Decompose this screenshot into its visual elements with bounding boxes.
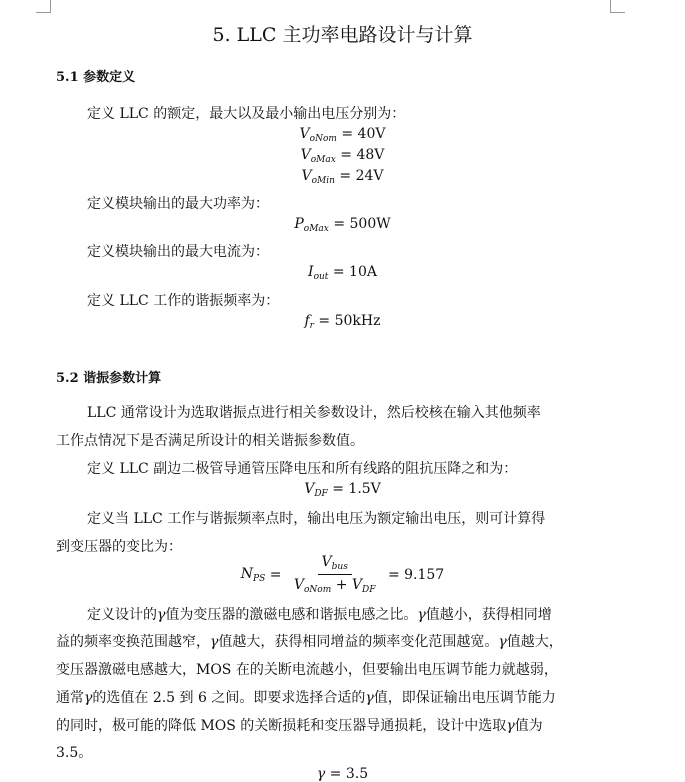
equation-vomin: $V_{oMin} = 24V$ (301, 168, 384, 186)
nps-numerator: $V_{bus}$ (318, 554, 352, 575)
equation-vdf: $V_{DF} = 1.5V$ (304, 481, 381, 499)
paragraph-gamma-line3: 变压器激磁电感越大，MOS 在的关断电流越小，但要输出电压调节能力就越弱， (56, 662, 558, 678)
paragraph-ratio-line2: 到变压器的变比为： (56, 539, 182, 555)
paragraph-resonant-line2: 工作点情况下是否满足所设计的相关谐振参数值。 (56, 433, 364, 449)
page-corner-mark-left (36, 0, 51, 13)
paragraph-vdf-definition: 定义 LLC 副边二极管导通管压降电压和所有线路的阻抗压降之和为： (87, 461, 518, 477)
section-heading-5-2: 5.2 谐振参数计算 (56, 371, 162, 386)
paragraph-power-definition: 定义模块输出的最大功率为： (87, 196, 269, 212)
equation-fr: $f_r = 50kHz$ (304, 313, 381, 331)
nps-equals: = (265, 566, 286, 583)
nps-denominator: $V_{oNom} + V_{DF}$ (293, 577, 376, 595)
equation-iout: $I_{out} = 10A$ (308, 264, 377, 282)
paragraph-gamma-line1: 定义设计的γ值为变压器的激磁电感和谐振电感之比。γ值越小，获得相同增 (87, 607, 552, 623)
paragraph-gamma-line5: 的同时，极可能的降低 MOS 的关断损耗和变压器导通损耗，设计中选取γ值为 (56, 718, 543, 734)
nps-result: = 9.157 (383, 566, 445, 583)
equation-gamma: γ = 3.5 (316, 766, 369, 782)
equation-vomax: $V_{oMax} = 48V$ (300, 147, 385, 165)
nps-lhs: $N_{PS}$ (240, 565, 266, 584)
equation-nps (0, 554, 685, 595)
paragraph-gamma-line6: 3.5。 (56, 745, 93, 761)
equation-pomax: $P_{oMax} = 500W$ (294, 216, 391, 234)
equation-vonom: $V_{oNom} = 40V$ (299, 126, 386, 144)
paragraph-frequency-definition: 定义 LLC 工作的谐振频率为： (87, 293, 280, 309)
page-title: 5. LLC 主功率电路设计与计算 (212, 24, 473, 46)
paragraph-gamma-line4: 通常γ的选值在 2.5 到 6 之间。即要求选择合适的γ值，即保证输出电压调节能力 (56, 690, 556, 706)
paragraph-voltage-definition: 定义 LLC 的额定，最大以及最小输出电压分别为： (87, 106, 406, 122)
page-corner-mark-right (610, 0, 625, 13)
nps-fraction (290, 554, 380, 595)
paragraph-resonant-line1: LLC 通常设计为选取谐振点进行相关参数设计，然后校核在输入其他频率 (87, 405, 541, 421)
paragraph-gamma-line2: 益的频率变换范围越窄，γ值越大，获得相同增益的频率变化范围越宽。γ值越大， (56, 634, 563, 650)
paragraph-ratio-line1: 定义当 LLC 工作与谐振频率点时，输出电压为额定输出电压，则可计算得 (87, 511, 546, 527)
paragraph-current-definition: 定义模块输出的最大电流为： (87, 244, 269, 260)
section-heading-5-1: 5.1 参数定义 (56, 70, 136, 85)
